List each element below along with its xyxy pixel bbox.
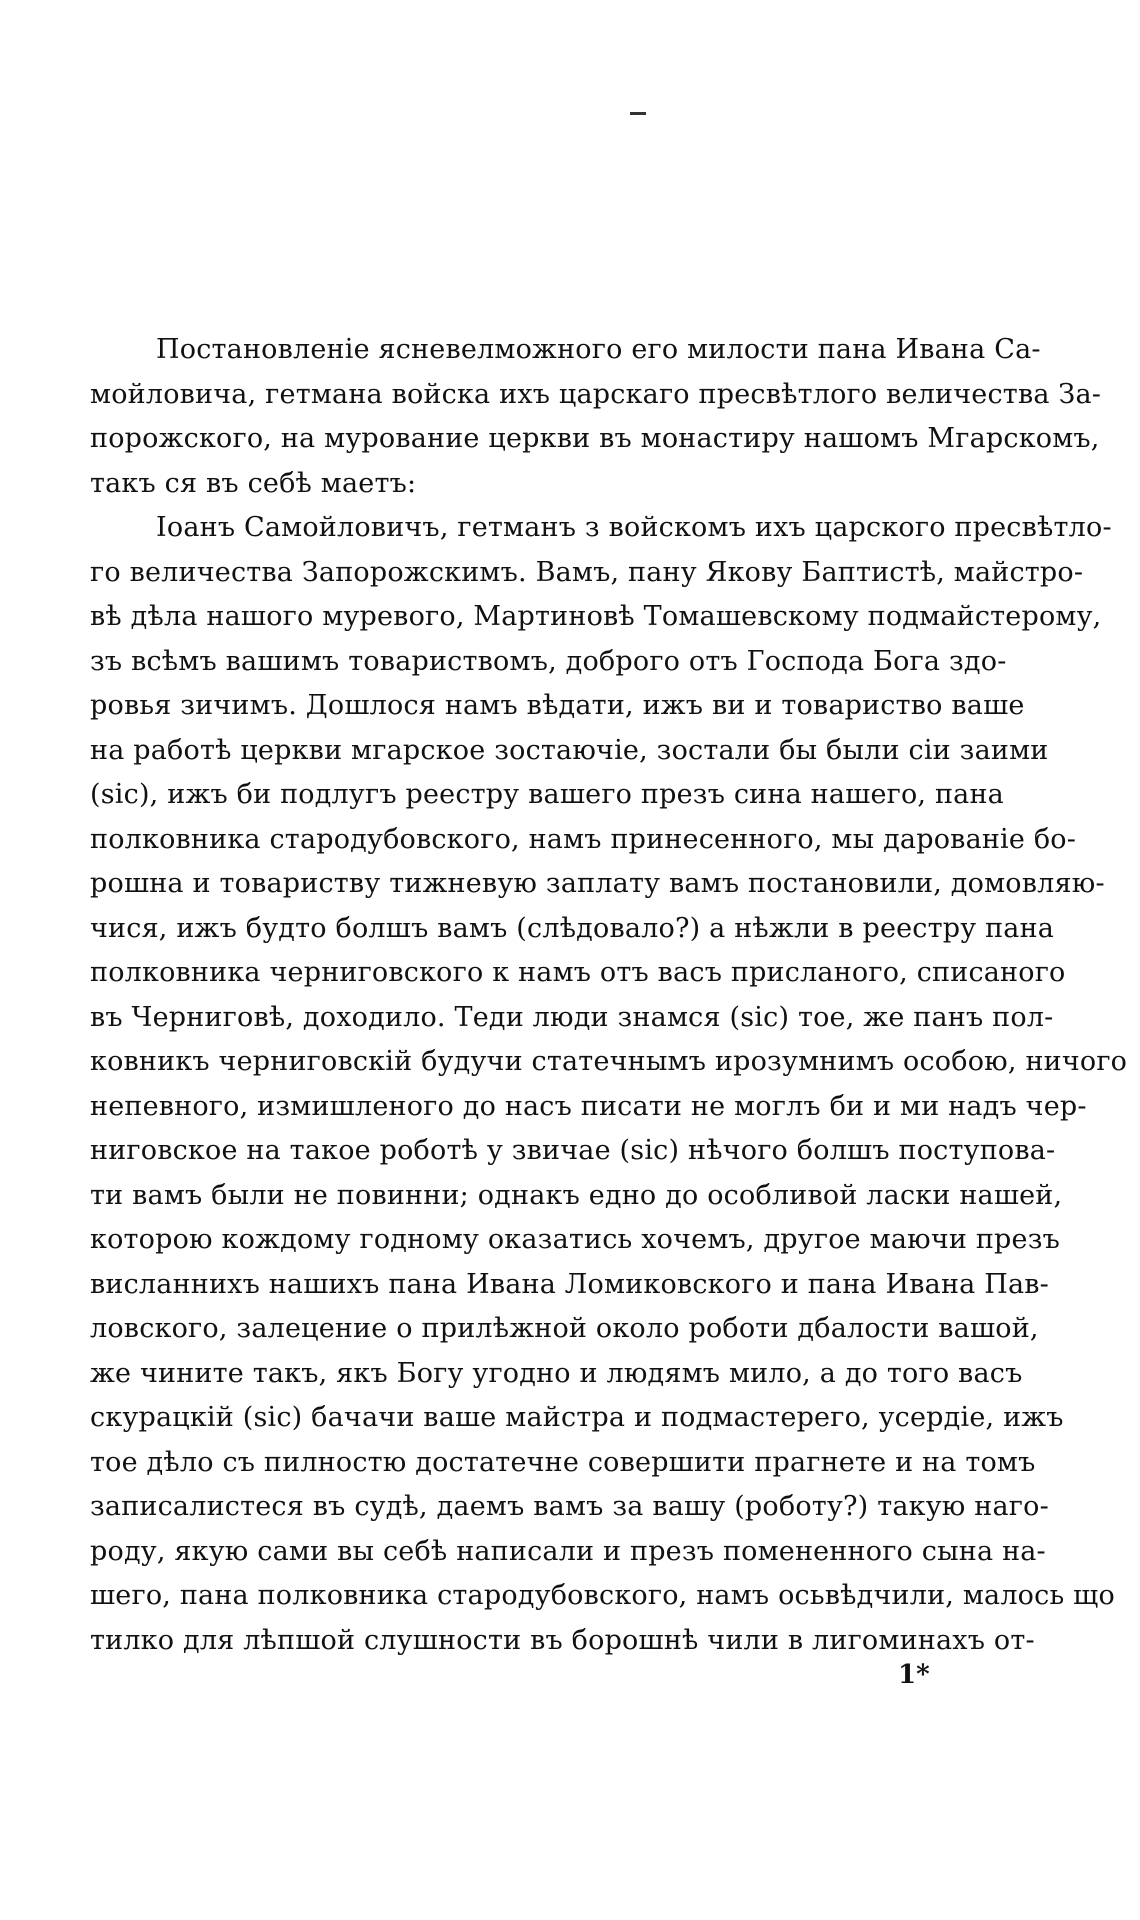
text-line: записалистеся въ судѣ, даемъ вамъ за вашу (роботу?) такую наго-: [90, 1491, 1049, 1522]
text-line: ловского, залецение о прилѣжной около роботи дбалости вашой,: [90, 1313, 1039, 1344]
text-line: такъ ся въ себѣ маетъ:: [90, 467, 417, 499]
text-line: на работѣ церкви мгарское зостаючіе, зостали бы были сіи заими: [90, 734, 1049, 766]
text-line: Постановленіе ясневелможного его милости пана Ивана Са-: [156, 334, 1041, 365]
signature-mark: 1*: [898, 1660, 930, 1690]
text-line: же чините такъ, якъ Богу угодно и людямъ мило, а до того васъ: [90, 1357, 1023, 1389]
text-line: Іоанъ Самойловичъ, гетманъ з войскомъ ихъ царского пресвѣтло-: [156, 512, 1112, 543]
text-line: полковника черниговского к намъ отъ васъ присланого, списаного: [90, 957, 1066, 988]
text-line: висланнихъ нашихъ пана Ивана Ломиковского и пана Ивана Пав-: [90, 1268, 1049, 1300]
text-line: шего, пана полковника стародубовского, намъ осьвѣдчили, малось що: [90, 1580, 1115, 1611]
text-line: непевного, измишленого до насъ писати не моглъ би и ми надъ чер-: [90, 1090, 1087, 1122]
text-line: мойловича, гетмана войска ихъ царскаго пресвѣтлого величества За-: [90, 378, 1102, 410]
text-line: порожского, на мурование церкви въ монастиру нашомъ Мгарскомъ,: [90, 423, 1100, 454]
text-line: (sic), ижъ би подлугъ реестру вашего презъ сина нашего, пана: [90, 779, 1004, 810]
text-line: чися, ижъ будто болшъ вамъ (слѣдовало?) а нѣжли в реестру пана: [90, 912, 1055, 944]
text-line: рошна и товариству тижневую заплату вамъ постановили, домовляю-: [90, 868, 1105, 899]
text-line: зъ всѣмъ вашимъ товариствомъ, доброго отъ Господа Бога здо-: [90, 645, 1007, 677]
top-dash-mark: [630, 112, 646, 115]
text-line: ниговское на такое роботѣ у звичае (sic) нѣчого болшъ поступова-: [90, 1135, 1056, 1166]
text-line: ровья зичимъ. Дошлося намъ вѣдати, ижъ ви и товариство ваше: [90, 690, 1025, 721]
text-line: ковникъ черниговскій будучи статечнымъ ирозумнимъ особою, ничого: [90, 1046, 1128, 1077]
text-line: роду, якую сами вы себѣ написали и презъ помененного сына на-: [90, 1535, 1046, 1567]
text-line: тое дѣло съ пилностю достатечне совершити прагнете и на томъ: [90, 1446, 1036, 1478]
text-line: полковника стародубовского, намъ принесенного, мы дарованіе бо-: [90, 823, 1077, 855]
text-line: скурацкій (sic) бачачи ваше майстра и подмастерего, усердіе, ижъ: [90, 1402, 1064, 1433]
text-line: ти вамъ были не повинни; однакъ едно до особливой ласки нашей,: [90, 1179, 1063, 1211]
text-line: вѣ дѣла нашого муревого, Мартиновѣ Томашевскому подмайстерому,: [90, 601, 1102, 632]
text-line: го величества Запорожскимъ. Вамъ, пану Якову Баптистѣ, майстро-: [90, 556, 1084, 588]
text-line: въ Черниговѣ, доходило. Теди люди знамся (sic) тое, же панъ пол-: [90, 1001, 1054, 1033]
text-line: тилко для лѣпшой слушности въ борошнѣ чили в лигоминахъ от-: [90, 1624, 1035, 1656]
document-text: [90, 328, 1128, 1663]
text-line: которою кождому годному оказатись хочемъ, другое маючи презъ: [90, 1224, 1061, 1255]
